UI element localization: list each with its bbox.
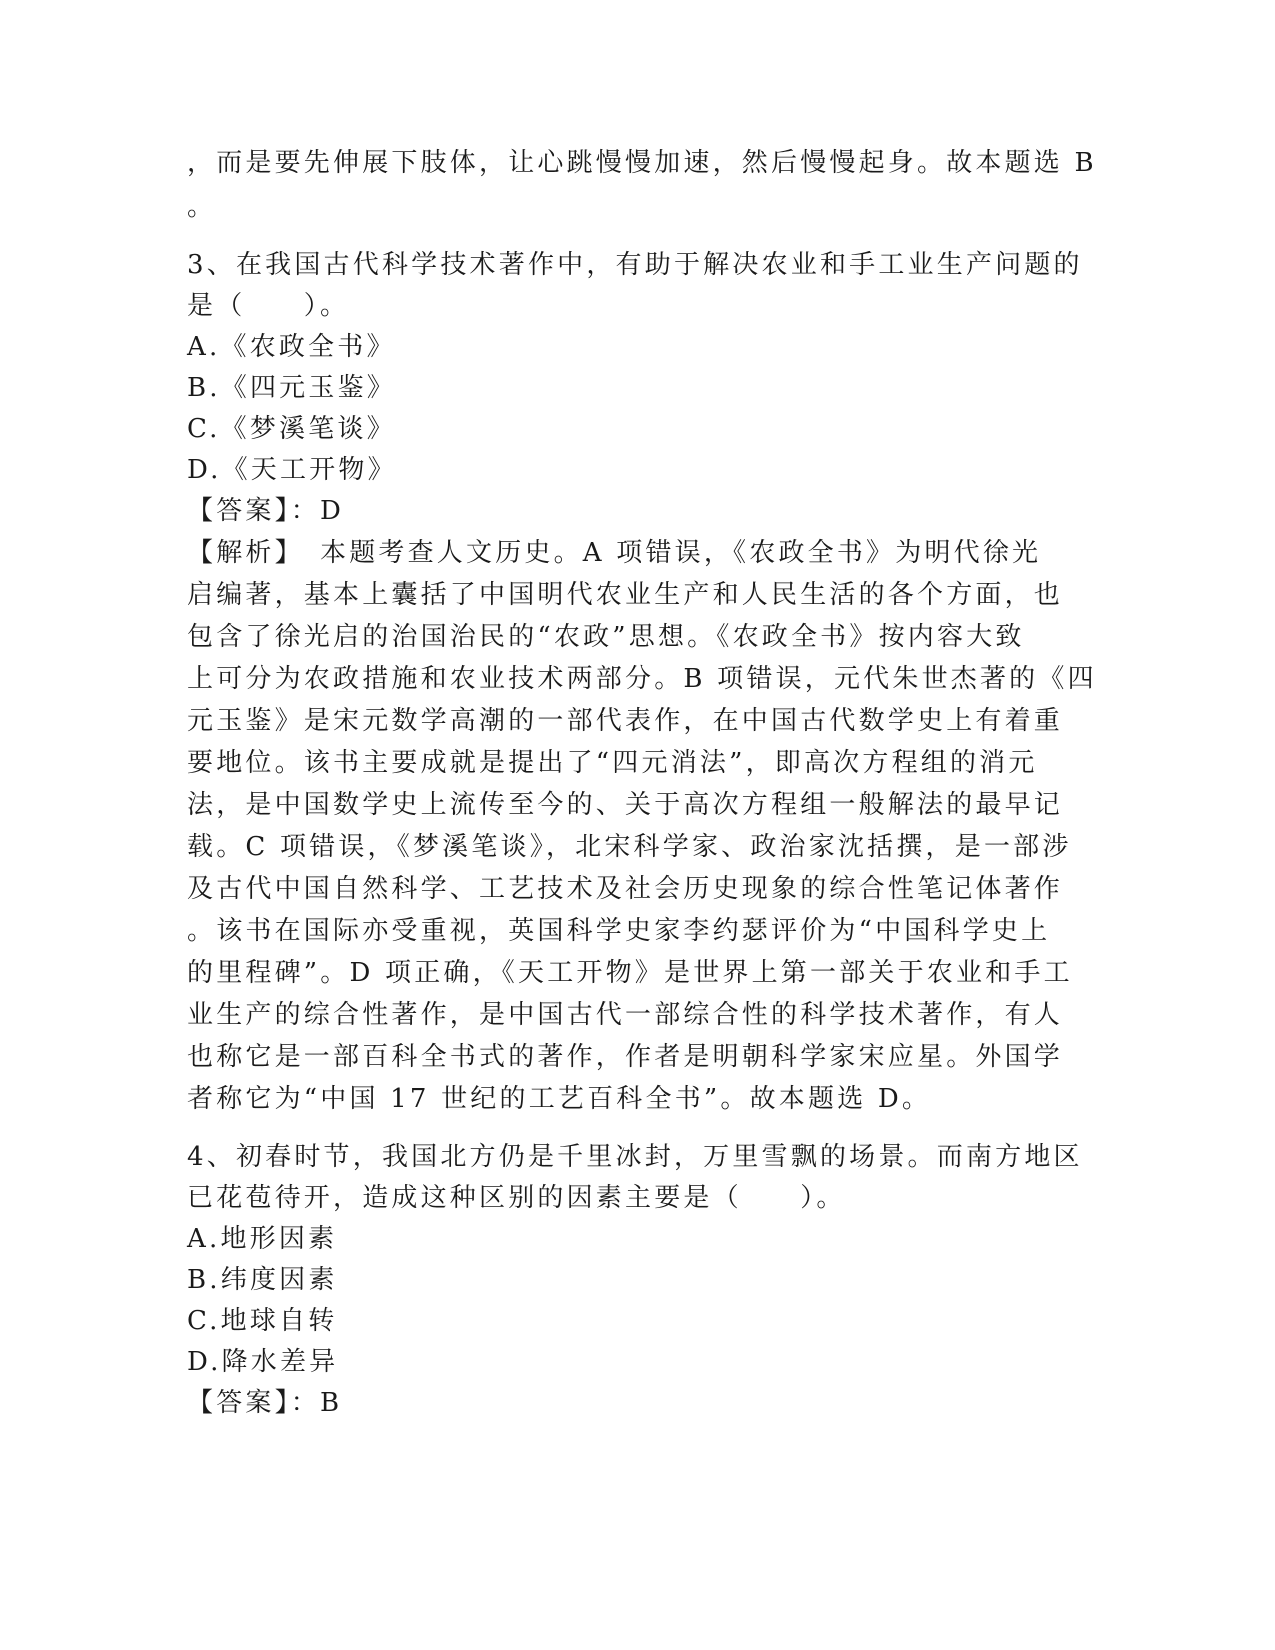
- q4-option-c: C.地球自转: [187, 1306, 338, 1336]
- q3-analysis-line-6: 要地位。该书主要成就是提出了“四元消法”，即高次方程组的消元: [187, 748, 1038, 778]
- q3-analysis-line-2: 启编著，基本上囊括了中国明代农业生产和人民生活的各个方面，也: [187, 580, 1064, 610]
- q3-option-b: B.《四元玉鉴》: [187, 373, 396, 403]
- q3-option-a: A.《农政全书》: [187, 332, 396, 362]
- q3-analysis-line-4: 上可分为农政措施和农业技术两部分。B 项错误，元代朱世杰著的《四: [187, 664, 1097, 694]
- q3-analysis-line-9: 及古代中国自然科学、工艺技术及社会历史现象的综合性笔记体著作: [187, 874, 1064, 904]
- q3-stem-line-2: 是（ ）。: [187, 291, 350, 321]
- q3-analysis-line-5: 元玉鉴》是宋元数学高潮的一部代表作，在中国古代数学史上有着重: [187, 706, 1064, 736]
- q3-analysis-line-13: 也称它是一部百科全书式的著作，作者是明朝科学家宋应星。外国学: [187, 1042, 1064, 1072]
- q3-analysis-line-3: 包含了徐光启的治国治民的“农政”思想。《农政全书》按内容大致: [187, 622, 1025, 652]
- q3-analysis-line-8: 载。C 项错误，《梦溪笔谈》，北宋科学家、政治家沈括撰，是一部涉: [187, 832, 1072, 862]
- prev-analysis-line-2: 。: [187, 192, 217, 222]
- q4-stem-line-1: 4、初春时节，我国北方仍是千里冰封，万里雪飘的场景。而南方地区: [187, 1142, 1083, 1172]
- q3-analysis-line-12: 业生产的综合性著作，是中国古代一部综合性的科学技术著作，有人: [187, 1000, 1064, 1030]
- q3-analysis-line-11: 的里程碑”。D 项正确，《天工开物》是世界上第一部关于农业和手工: [187, 958, 1073, 988]
- q3-option-d: D.《天工开物》: [187, 455, 397, 485]
- q4-option-b: B.纬度因素: [187, 1265, 338, 1295]
- q3-analysis-line-10: 。该书在国际亦受重视，英国科学史家李约瑟评价为“中国科学史上: [187, 916, 1051, 946]
- q3-answer: 【答案】：D: [187, 496, 345, 526]
- q4-option-d: D.降水差异: [187, 1347, 339, 1377]
- q4-option-a: A.地形因素: [187, 1224, 338, 1254]
- q4-stem-line-2: 已花苞待开，造成这种区别的因素主要是（ ）。: [187, 1183, 846, 1213]
- prev-analysis-line-1: ，而是要先伸展下肢体，让心跳慢慢加速，然后慢慢起身。故本题选 B: [187, 148, 1097, 178]
- q3-analysis-line-14: 者称它为“中国 17 世纪的工艺百科全书”。故本题选 D。: [187, 1084, 932, 1114]
- q3-analysis-line-1: 【解析】 本题考查人文历史。A 项错误，《农政全书》为明代徐光: [187, 538, 1042, 568]
- q3-option-c: C.《梦溪笔谈》: [187, 414, 396, 444]
- q4-answer: 【答案】：B: [187, 1388, 343, 1418]
- q3-stem-line-1: 3、在我国古代科学技术著作中，有助于解决农业和手工业生产问题的: [187, 250, 1083, 280]
- q3-analysis-line-7: 法，是中国数学史上流传至今的、关于高次方程组一般解法的最早记: [187, 790, 1064, 820]
